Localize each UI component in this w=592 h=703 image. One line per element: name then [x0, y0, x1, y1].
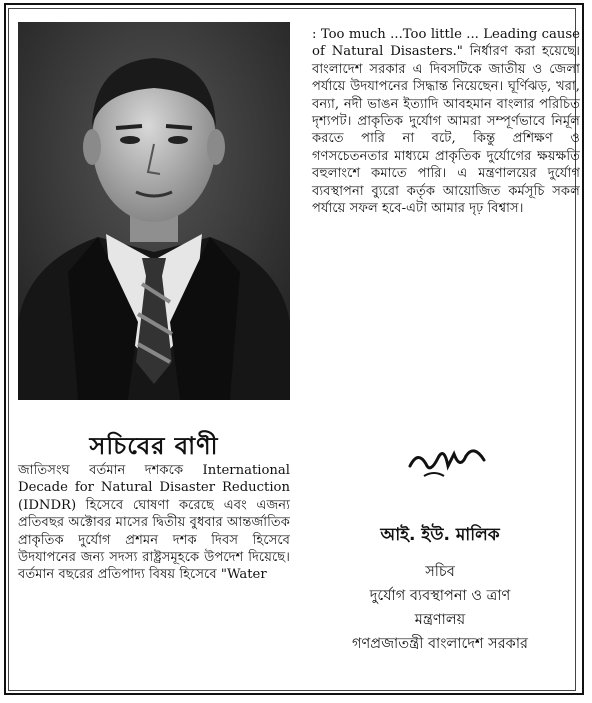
page-title: সচিবের বাণী	[89, 432, 219, 460]
signatory-name: আই. ইউ. মালিক	[380, 525, 500, 545]
message-text-right	[312, 26, 580, 217]
portrait-photo	[18, 22, 290, 400]
message-text-left	[18, 462, 290, 584]
ministry-line-1: দুর্যোগ ব্যবস্থাপনা ও ত্রাণ	[369, 588, 511, 604]
message-paragraph-right: : Too much ...Too little ... Leading cause of Natural Disasters." নির্ধারণ করা হয়েছে। বাংলাদেশ সরকার এ দিবসটিকে জাতীয় ও জেলা পর্যায়ে উদযাপনের সিদ্ধান্ত নিয়েছেন। ঘূর্ণিঝড়, খরা, বন্যা, নদী ভাঙন ইত্যাদি আবহমান বাংলার পরিচিত দৃশ্যপট। প্রাকৃতিক দুর্যোগ আমরা সম্পূর্ণভাবে নির্মূল করতে পারি না বটে, কিন্তু প্রশিক্ষণ ও গণসচেতনতার মাধ্যমে প্রাকৃতিক দুর্যোগের ক্ষয়ক্ষতি বহুলাংশে কমাতে পারি। এ মন্ত্রণালয়ের দুর্যোগ ব্যবস্থাপনা ব্যুরো কর্তৃক আয়োজিত কর্মসূচি সকল পর্যায়ে সফল হবে-এটা আমার দৃঢ় বিশ্বাস।	[312, 27, 580, 217]
signatory-designation: সচিব	[425, 564, 455, 580]
ministry-line-2: মন্ত্রণালয়	[414, 612, 466, 628]
government-name: গণপ্রজাতন্ত্রী বাংলাদেশ সরকার	[351, 636, 528, 652]
handwritten-signature	[404, 436, 494, 486]
signatory-block	[300, 522, 580, 656]
message-paragraph-left: জাতিসংঘ বর্তমান দশককে International Decade for Natural Disaster Reduction (IDNDR) হিসেবে ঘোষণা করেছে এবং এজন্য প্রতিবছর অক্টোবর মাসের দ্বিতীয় বুধবার আন্তর্জাতিক প্রাকৃতিক দুর্যোগ প্রশমন দশক দিবস হিসেবে উদযাপনের জন্য সদস্য রাষ্ট্রসমূহকে উপদেশ দিয়েছে। বর্তমান বছরের প্রতিপাদ্য বিষয় হিসেবে "Water	[18, 463, 290, 583]
